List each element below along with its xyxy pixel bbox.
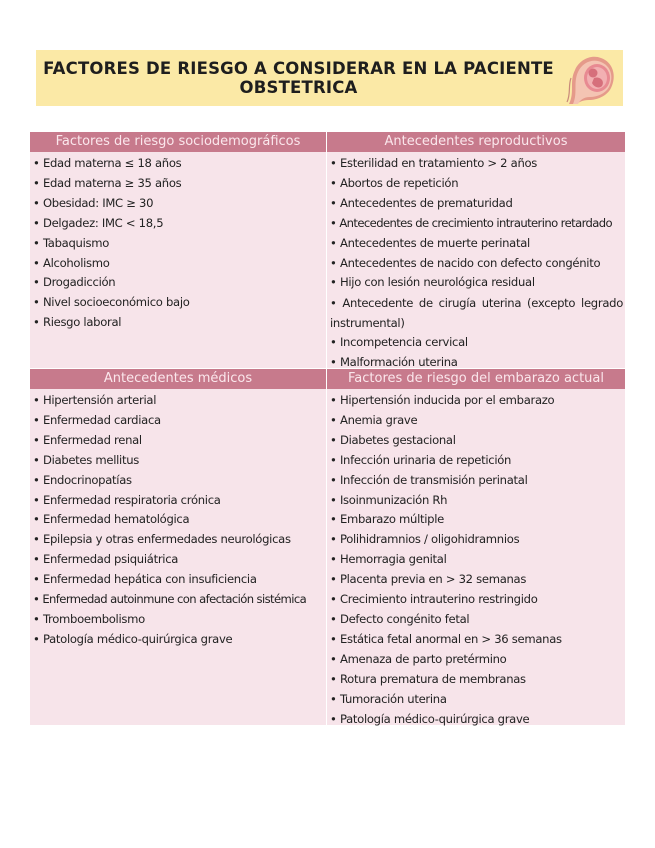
list-item: • Endocrinopatías: [33, 471, 324, 491]
list-item: • Hemorragia genital: [330, 550, 623, 570]
pregnant-belly-icon: [561, 52, 619, 104]
section-embarazo-actual: [327, 369, 625, 725]
list-item: • Riesgo laboral: [33, 313, 324, 333]
list-item: • Obesidad: IMC ≥ 30: [33, 194, 324, 214]
list-item: • Abortos de repetición: [330, 174, 623, 194]
list-item: • Hipertensión arterial: [33, 391, 324, 411]
section-medicos: [30, 369, 327, 725]
list-item: • Edad materna ≤ 18 años: [33, 154, 324, 174]
list-item: • Diabetes gestacional: [330, 431, 623, 451]
list-item: • Enfermedad autoinmune con afectación sistémica: [33, 590, 324, 610]
risk-list: [30, 389, 326, 654]
risk-factor-table: [30, 132, 625, 725]
page-title: FACTORES DE RIESGO A CONSIDERAR EN LA PACIENTE OBSTETRICA: [43, 59, 554, 97]
section-reproductivos: [327, 132, 625, 369]
list-item: • Crecimiento intrauterino restringido: [330, 590, 623, 610]
list-item: • Antecedentes de nacido con defecto congénito: [330, 254, 623, 274]
section-sociodemograficos: [30, 132, 327, 369]
list-item: • Enfermedad psiquiátrica: [33, 550, 324, 570]
list-item: • Tumoración uterina: [330, 690, 623, 710]
list-item: • Incompetencia cervical: [330, 333, 623, 353]
risk-list: [30, 152, 326, 337]
list-item: • Enfermedad renal: [33, 431, 324, 451]
section-header: Factores de riesgo sociodemográficos: [30, 132, 326, 152]
list-item: • Estática fetal anormal en > 36 semanas: [330, 630, 623, 650]
list-item: • Enfermedad hepática con insuficiencia: [33, 570, 324, 590]
list-item: • Placenta previa en > 32 semanas: [330, 570, 623, 590]
list-item: • Epilepsia y otras enfermedades neurológicas: [33, 530, 324, 550]
list-item: • Alcoholismo: [33, 254, 324, 274]
list-item: • Enfermedad hematológica: [33, 510, 324, 530]
list-item: • Rotura prematura de membranas: [330, 670, 623, 690]
list-item: • Hijo con lesión neurológica residual: [330, 273, 623, 293]
list-item: • Malformación uterina: [330, 353, 623, 373]
title-banner: [36, 50, 623, 106]
list-item: • Antecedente de cirugía uterina (excepto legrado instrumental): [330, 293, 623, 333]
risk-list: [327, 152, 625, 377]
list-item: • Esterilidad en tratamiento > 2 años: [330, 154, 623, 174]
list-item: • Embarazo múltiple: [330, 510, 623, 530]
list-item: • Polihidramnios / oligohidramnios: [330, 530, 623, 550]
list-item: • Patología médico-quirúrgica grave: [33, 630, 324, 650]
list-item: • Diabetes mellitus: [33, 451, 324, 471]
list-item: • Anemia grave: [330, 411, 623, 431]
list-item: • Edad materna ≥ 35 años: [33, 174, 324, 194]
list-item: • Infección urinaria de repetición: [330, 451, 623, 471]
list-item: • Tabaquismo: [33, 234, 324, 254]
list-item: • Isoinmunización Rh: [330, 491, 623, 511]
list-item: • Delgadez: IMC < 18,5: [33, 214, 324, 234]
list-item: • Antecedentes de muerte perinatal: [330, 234, 623, 254]
list-item: • Hipertensión inducida por el embarazo: [330, 391, 623, 411]
list-item: • Amenaza de parto pretérmino: [330, 650, 623, 670]
list-item: • Enfermedad cardiaca: [33, 411, 324, 431]
list-item: • Tromboembolismo: [33, 610, 324, 630]
list-item: • Antecedentes de prematuridad: [330, 194, 623, 214]
list-item: • Enfermedad respiratoria crónica: [33, 491, 324, 511]
list-item: • Drogadicción: [33, 273, 324, 293]
list-item: • Infección de transmisión perinatal: [330, 471, 623, 491]
list-item: • Patología médico-quirúrgica grave: [330, 710, 623, 730]
list-item: • Nivel socioeconómico bajo: [33, 293, 324, 313]
section-header: Factores de riesgo del embarazo actual: [327, 369, 625, 389]
section-header: Antecedentes reproductivos: [327, 132, 625, 152]
list-item: • Antecedentes de crecimiento intrauterino retardado: [330, 214, 623, 234]
list-item: • Defecto congénito fetal: [330, 610, 623, 630]
risk-list: [327, 389, 625, 733]
section-header: Antecedentes médicos: [30, 369, 326, 389]
